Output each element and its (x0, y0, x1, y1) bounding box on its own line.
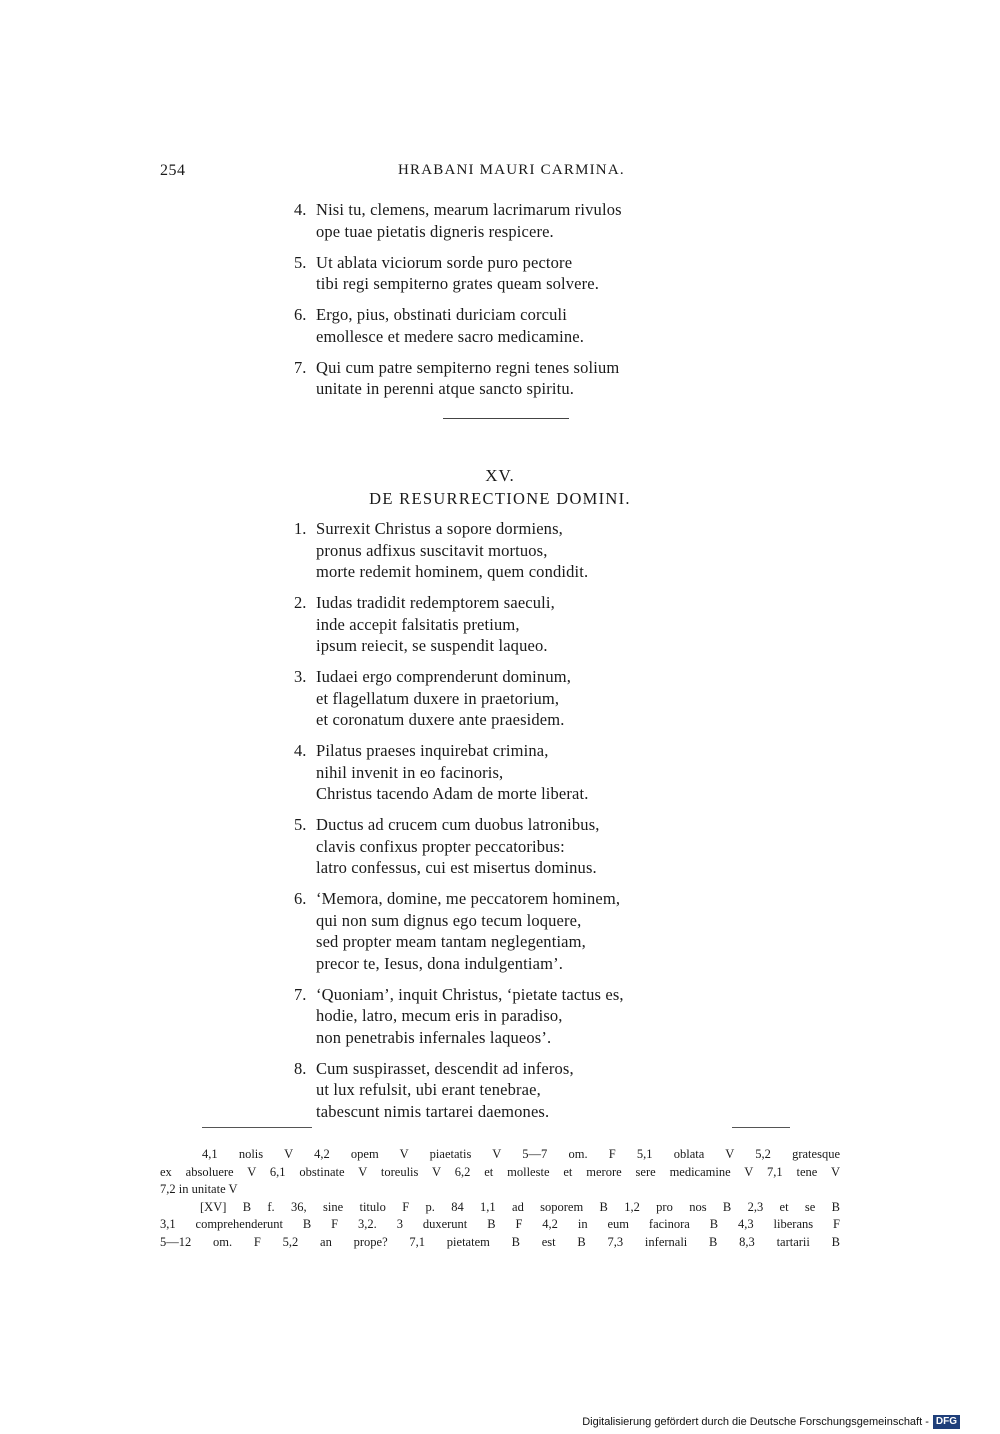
stanza-number: 8. (294, 1058, 307, 1078)
stanza (290, 592, 710, 657)
stanza (290, 814, 710, 879)
poem-stanzas (290, 518, 710, 1132)
poem-number: XV. (485, 466, 515, 485)
verse-line: Cum suspirasset, descendit ad inferos, (316, 1058, 574, 1078)
stanza-number: 7. (294, 357, 307, 377)
verse-line: ut lux refulsit, ubi erant tenebrae, (316, 1080, 541, 1099)
running-title: HRABANI MAURI CARMINA. (398, 162, 625, 178)
verse-line: Surrexit Christus a sopore dormiens, (316, 519, 563, 538)
stanza (290, 740, 710, 805)
verse-line: sed propter meam tantam neglegentiam, (316, 932, 586, 951)
stanza (290, 304, 710, 357)
apparatus-line: [XV] B f. 36, sine titulo F p. 84 1,1 ad soporem B 1,2 pro nos B 2,3 et se B (200, 1199, 840, 1214)
page-header (160, 162, 840, 186)
verse-line: precor te, Iesus, dona indulgentiam’. (316, 953, 564, 973)
apparatus-line: 5—12 om. F 5,2 an prope? 7,1 pietatem B est B 7,3 infernali B 8,3 tartarii B (160, 1234, 840, 1249)
stanza-number: 2. (294, 593, 307, 612)
verse-line: tibi regi sempiterno grates queam solvere. (316, 274, 600, 293)
verse-line: unitate in perenni atque sancto spiritu. (316, 379, 575, 398)
footnote-rule (202, 1127, 312, 1128)
stanza (290, 984, 710, 1049)
verse-line: et flagellatum duxere in praetorium, (316, 688, 560, 708)
section-divider (443, 418, 569, 419)
apparatus-line: 4,1 nolis V 4,2 opem V piaetatis V 5—7 om. F 5,1 oblata V 5,2 gratesque (202, 1147, 840, 1161)
stanza-number: 4. (294, 741, 307, 760)
verse-line: Ductus ad crucem cum duobus latronibus, (316, 815, 600, 834)
verse-line: Christus tacendo Adam de morte liberat. (316, 784, 589, 803)
stanza (290, 199, 710, 252)
verse-line: Nisi tu, clemens, mearum lacrimarum rivulos (316, 200, 622, 219)
stanza (290, 518, 710, 583)
stanza-number: 5. (294, 252, 307, 272)
stanza (290, 888, 710, 974)
verse-line: Iudas tradidit redemptorem saeculi, (316, 593, 555, 612)
verse-line: morte redemit hominem, quem condidit. (316, 562, 589, 581)
stanza-number: 6. (294, 305, 307, 324)
funding-footer (582, 1415, 960, 1429)
stanza (290, 1058, 710, 1123)
stanza-number: 7. (294, 984, 307, 1004)
apparatus-line: ex absoluere V 6,1 obstinate V toreulis V 6,2 et molleste et merore sere medicamine V 7,1 tene V (160, 1164, 840, 1179)
verse-line: Ergo, pius, obstinati duriciam corculi (316, 305, 568, 324)
verse-line: ‘Memora, domine, me peccatorem hominem, (316, 889, 621, 908)
poem-title: DE RESURRECTIONE DOMINI. (369, 489, 631, 508)
footnote-rule (732, 1127, 790, 1128)
dfg-logo-icon: DFG (933, 1415, 960, 1429)
verse-line: Qui cum patre sempiterno regni tenes solium (316, 357, 620, 377)
verse-line: non penetrabis infernales laqueos’. (316, 1027, 552, 1047)
stanza (290, 666, 710, 731)
stanza-number: 1. (294, 519, 307, 538)
verse-line: hodie, latro, mecum eris in paradiso, (316, 1006, 563, 1025)
verse-line: ope tuae pietatis digneris respicere. (316, 221, 554, 241)
page-number: 254 (160, 162, 186, 179)
verse-line: Ut ablata viciorum sorde puro pectore (316, 252, 573, 272)
stanza-number: 5. (294, 815, 307, 834)
stanza (290, 357, 710, 410)
verse-line: Pilatus praeses inquirebat crimina, (316, 741, 549, 760)
apparatus-line: 7,2 in unitate V (160, 1182, 238, 1196)
verse-line: emollesce et medere sacro medicamine. (316, 326, 585, 346)
critical-apparatus (160, 1146, 840, 1251)
verse-line: ipsum reiecit, se suspendit laqueo. (316, 636, 548, 655)
verse-line: inde accepit falsitatis pretium, (316, 614, 520, 634)
continued-poem-stanzas (290, 199, 710, 409)
verse-line: qui non sum dignus ego tecum loquere, (316, 910, 582, 930)
funding-text: Digitalisierung gefördert durch die Deutsche Forschungsgemeinschaft - (582, 1416, 929, 1428)
apparatus-line: 3,1 comprehenderunt B F 3,2. 3 duxerunt B F 4,2 in eum facinora B 4,3 liberans F (160, 1217, 840, 1231)
verse-line: pronus adfixus suscitavit mortuos, (316, 540, 548, 560)
verse-line: latro confessus, cui est misertus dominus. (316, 858, 597, 877)
verse-line: clavis confixus propter peccatoribus: (316, 836, 565, 856)
stanza-number: 4. (294, 200, 307, 219)
stanza-number: 6. (294, 889, 307, 908)
verse-line: et coronatum duxere ante praesidem. (316, 710, 565, 729)
verse-line: nihil invenit in eo facinoris, (316, 762, 504, 782)
verse-line: tabescunt nimis tartarei daemones. (316, 1101, 550, 1121)
verse-line: Iudaei ergo comprenderunt dominum, (316, 667, 571, 686)
stanza-number: 3. (294, 667, 307, 686)
stanza (290, 252, 710, 305)
verse-line: ‘Quoniam’, inquit Christus, ‘pietate tactus es, (316, 984, 624, 1004)
